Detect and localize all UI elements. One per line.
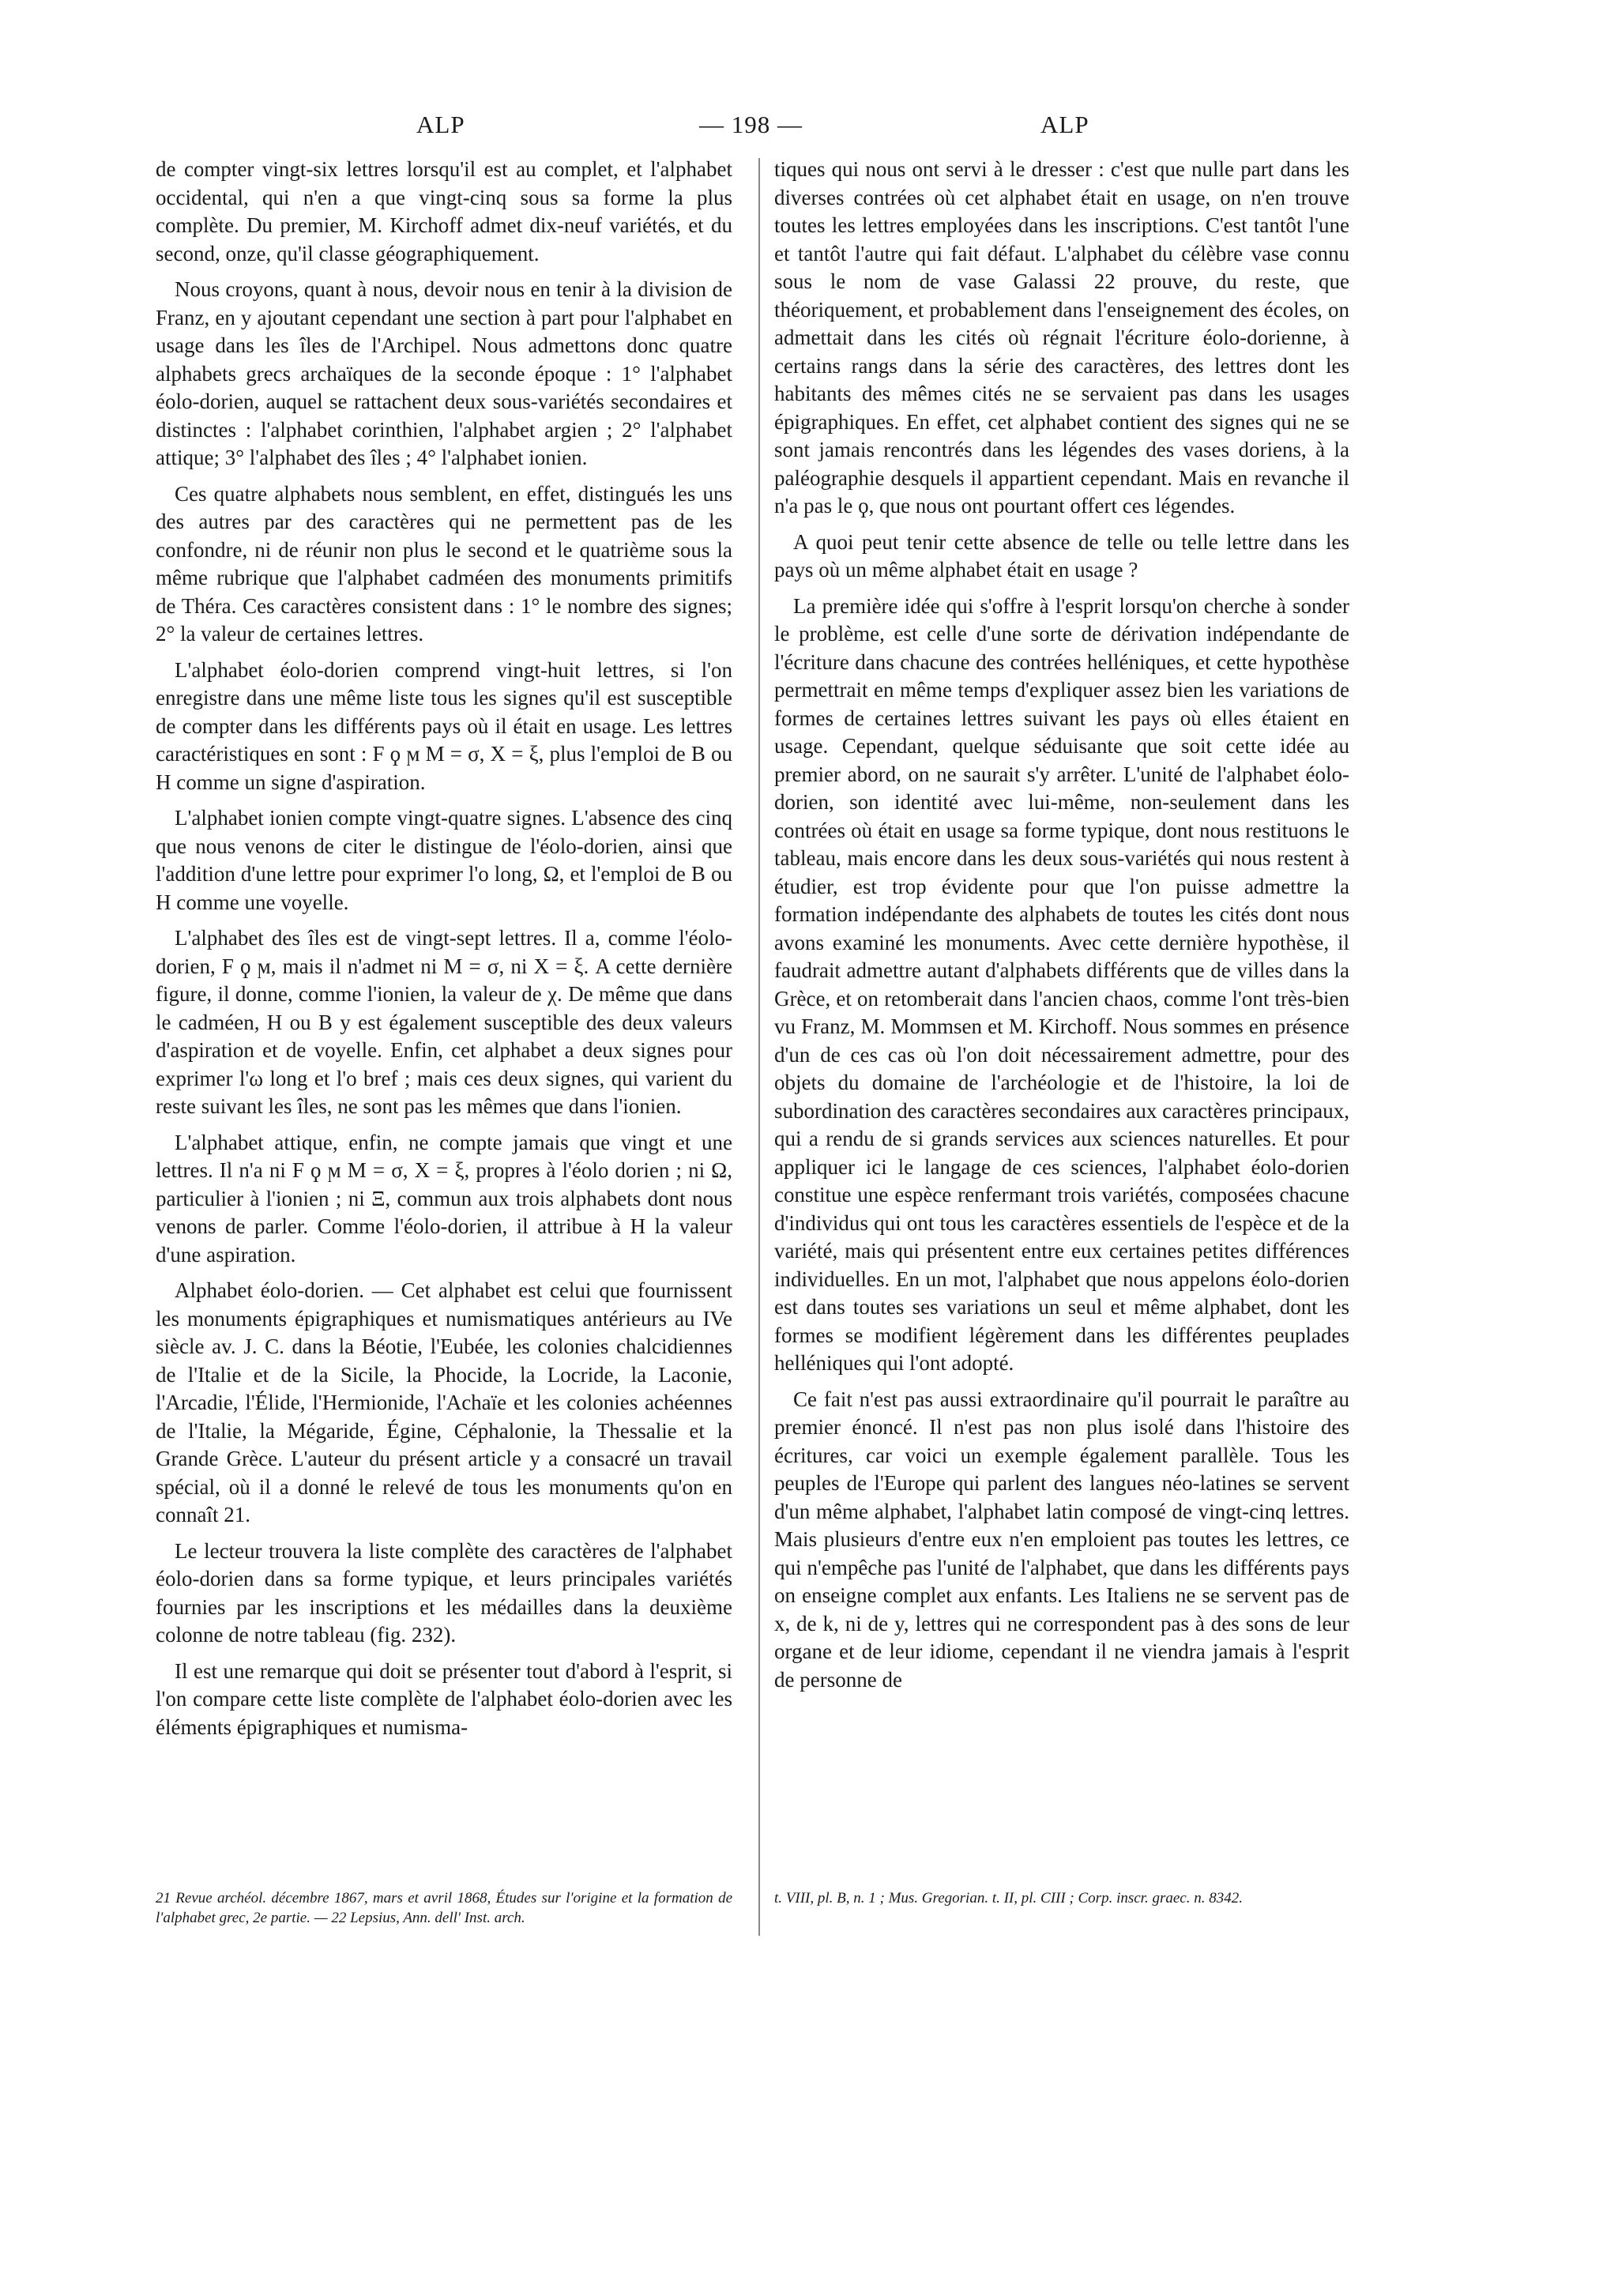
paragraph: L'alphabet des îles est de vingt-sept lettres. Il a, comme l'éolo-dorien, F ϙ ϻ, mais il n'admet ni M = σ, ni X = ξ. A cette dernière figure, il donne, comme l'ionien, la valeur de χ. De même que dans le cadméen, H ou B y est également susceptible des deux valeurs d'aspiration et de voyelle. Enfin, cet alphabet a deux signes pour exprimer l'ω long et l'o bref ; mais ces deux signes, qui varient du reste suivant les îles, ne sont pas les mêmes que dans l'ionien. — [156, 926, 732, 1118]
paragraph: Il est une remarque qui doit se présenter tout d'abord à l'esprit, si l'on compare cette liste complète de l'alphabet éolo-dorien avec les éléments épigraphiques et numisma- — [156, 1658, 732, 1739]
running-head-right: ALP — [1040, 111, 1089, 138]
paragraph: de compter vingt-six lettres lorsqu'il est au complet, et l'alphabet occidental, qui n'en a que vingt-cinq sous sa forme la plus complète. Du premier, M. Kirchoff admet dix-neuf variétés, et du second, onze, qu'il classe géographiquement. — [156, 157, 732, 265]
right-column — [774, 156, 1349, 1702]
paragraph: tiques qui nous ont servi à le dresser : c'est que nulle part dans les diverses contrées où cet alphabet était en usage, on n'en trouve toutes les lettres employées dans les inscriptions. C'est tantôt l'une et tantôt l'autre qui fait défaut. L'alphabet du célèbre vase connu sous le nom de vase Galassi 22 prouve, du reste, que théoriquement, et probablement dans l'enseignement des écoles, on admettait dans les cités où régnait l'écriture éolo-dorienne, à certains rangs dans la série des caractères, des lettres dont les habitants des mêmes cités ne se servaient pas dans les usages épigraphiques. En effet, cet alphabet contient des signes qui ne se sont jamais rencontrés dans les légendes des vases doriens, à la paléographie desquels il appartient cependant. Mais en revanche il n'a pas le ϙ, que nous ont pourtant offert ces légendes. — [774, 157, 1349, 518]
paragraph: L'alphabet éolo-dorien comprend vingt-huit lettres, si l'on enregistre dans une même liste tous les signes qu'il est susceptible de compter dans les différents pays où il était en usage. Les lettres caractéristiques en sont : F ϙ ϻ M = σ, X = ξ, plus l'emploi de B ou H comme un signe d'aspiration. — [156, 657, 732, 794]
paragraph: Nous croyons, quant à nous, devoir nous en tenir à la division de Franz, en y ajoutant cependant une section à part pour l'alphabet en usage dans les îles de l'Archipel. Nous admettons donc quatre alphabets grecs archaïques de la seconde époque : 1° l'alphabet éolo-dorien, auquel se rattachent deux sous-variétés secondaires et distinctes : l'alphabet corinthien, l'alphabet argien ; 2° l'alphabet attique; 3° l'alphabet des îles ; 4° l'alphabet ionien. — [156, 277, 732, 469]
column-divider — [758, 158, 760, 1936]
paragraph: A quoi peut tenir cette absence de telle ou telle lettre dans les pays où un même alphabet était en usage ? — [774, 529, 1349, 582]
paragraph: Alphabet éolo-dorien. — Cet alphabet est celui que fournissent les monuments épigraphiques et numismatiques antérieurs au IVe siècle av. J. C. dans la Béotie, l'Eubée, les colonies chalcidiennes de l'Italie et de la Sicile, la Phocide, la Locride, la Laconie, l'Arcadie, l'Élide, l'Hermionide, l'Achaïe et les colonies achéennes de l'Italie, la Mégaride, Égine, Céphalonie, la Thessalie et la Grande Grèce. L'auteur du présent article y a consacré un travail spécial, où il a donné le relevé de tous les monuments qu'on en connaît 21. — [156, 1278, 732, 1526]
footnote-left: 21 Revue archéol. décembre 1867, mars et avril 1868, Études sur l'origine et la formation de l'alphabet grec, 2e partie. — 22 Lepsius, Ann. dell' Inst. arch. — [156, 1890, 732, 1926]
paragraph: Le lecteur trouvera la liste complète des caractères de l'alphabet éolo-dorien dans sa forme typique, et leurs principales variétés fournies par les inscriptions et les médailles dans la deuxième colonne de notre tableau (fig. 232). — [156, 1538, 732, 1647]
running-head-left: ALP — [416, 111, 465, 138]
paragraph: L'alphabet attique, enfin, ne compte jamais que vingt et une lettres. Il n'a ni F ϙ ϻ M = σ, X = ξ, propres à l'éolo dorien ; ni Ω, particulier à l'ionien ; ni Ξ, commun aux trois alphabets dont nous venons de parler. Comme l'éolo-dorien, il attribue à H la valeur d'une aspiration. — [156, 1130, 732, 1267]
left-column — [156, 156, 732, 1749]
paragraph: La première idée qui s'offre à l'esprit lorsqu'on cherche à sonder le problème, est celle d'une sorte de dérivation indépendante de l'écriture dans chacune des contrées helléniques, et cette hypothèse permettrait en même temps d'expliquer assez bien les variations de formes de certaines lettres suivant les pays où elles étaient en usage. Cependant, quelque séduisante que soit cette idée au premier abord, on ne saurait s'y arrêter. L'unité de l'alphabet éolo-dorien, son identité avec lui-même, non-seulement dans les contrées où était en usage sa forme typique, dont nous restituons le tableau, mais encore dans les deux sous-variétés qui nous restent à étudier, est trop évidente pour que l'on puisse admettre la formation indépendante des alphabets de toutes les cités dont nous avons examiné les monuments. Avec cette dernière hypothèse, il faudrait admettre autant d'alphabets différents que de villes dans la Grèce, et on retomberait dans l'ancien chaos, comme l'ont très-bien vu Franz, M. Mommsen et M. Kirchoff. Nous sommes en présence d'un de ces cas où l'on doit nécessairement admettre, pour des objets du domaine de l'archéologie et de l'histoire, la loi de subordination des caractères secondaires aux caractères principaux, qui a rendu de si grands services aux sciences naturelles. Et pour appliquer ici le langage de ces sciences, l'alphabet éolo-dorien constitue une espèce renfermant trois variétés, composées chacune d'individus qui ont tous les caractères essentiels de l'espèce et de la variété, mais qui présentent entre eux certaines petites différences individuelles. En un mot, l'alphabet que nous appelons éolo-dorien est dans toutes ses variations un seul et même alphabet, dont les formes se modifient légèrement dans les différentes peuplades helléniques qui l'ont adopté. — [774, 593, 1349, 1375]
paragraph: L'alphabet ionien compte vingt-quatre signes. L'absence des cinq que nous venons de citer le distingue de l'éolo-dorien, ainsi que l'addition d'une lettre pour exprimer l'o long, Ω, et l'emploi de B ou H comme une voyelle. — [156, 806, 732, 914]
paragraph: Ce fait n'est pas aussi extraordinaire qu'il pourrait le paraître au premier énoncé. Il n'est pas non plus isolé dans l'histoire des écritures, car voici un exemple également parallèle. Tous les peuples de l'Europe qui parlent des langues néo-latines se servent d'un même alphabet, l'alphabet latin composé de vingt-cinq lettres. Mais plusieurs d'entre eux n'en emploient pas toutes les lettres, ce qui n'empêche pas l'unité de l'alphabet, que dans les différents pays on enseigne complet aux enfants. Les Italiens ne se servent pas de x, de k, ni de y, lettres qui ne correspondent pas à des sons de leur organe et de leur idiome, cependant il ne viendra jamais à l'esprit de personne de — [774, 1387, 1349, 1692]
page-number: — 198 — — [699, 111, 803, 138]
footnote-right: t. VIII, pl. B, n. 1 ; Mus. Gregorian. t. II, pl. CIII ; Corp. inscr. graec. n. 8342. — [774, 1890, 1243, 1906]
paragraph: Ces quatre alphabets nous semblent, en effet, distingués les uns des autres par des caractères qui ne permettent pas de les confondre, ni de réunir non plus le second et le quatrième sous la même rubrique que l'alphabet cadméen des monuments primitifs de Théra. Ces caractères consistent dans : 1° le nombre des signes; 2° la valeur de certaines lettres. — [156, 481, 732, 646]
